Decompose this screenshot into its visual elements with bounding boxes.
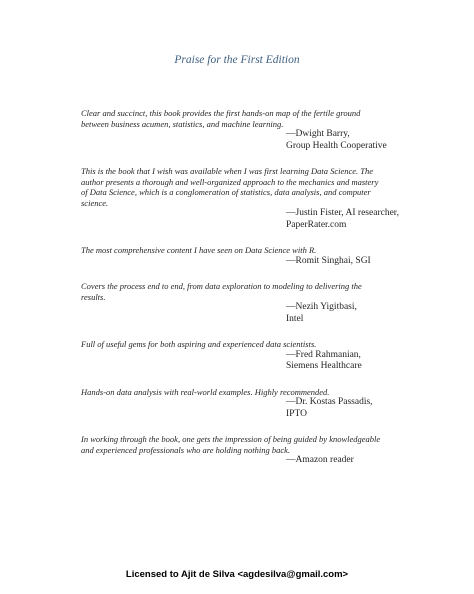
page-title: Praise for the First Edition bbox=[174, 54, 300, 66]
praise-quote: In working through the book, one gets the impression of being guided by knowledgeable and experienced professionals who are holding nothing back. bbox=[81, 434, 381, 455]
praise-attribution: —Nezih Yigitbasi, Intel bbox=[286, 302, 357, 324]
praise-quote: This is the book that I wish was available when I was first learning Data Science. The author presents a thorough and well-organized approach to the mechanics and mastery of Data Science, which is a conglomeration of statistics, data analysis, and computer science. bbox=[81, 166, 379, 208]
praise-quote: Full of useful gems for both aspiring and experienced data scientists. bbox=[81, 339, 317, 349]
praise-item bbox=[81, 281, 401, 325]
praise-item bbox=[81, 434, 401, 467]
license-footer: Licensed to Ajit de Silva <agdesilva@gmail.com> bbox=[125, 569, 349, 580]
praise-item bbox=[81, 339, 401, 373]
praise-attribution: —Romit Singhai, SGI bbox=[286, 255, 371, 266]
praise-attribution: —Dr. Kostas Passadis, IPTO bbox=[286, 397, 373, 419]
praise-attribution: —Amazon reader bbox=[286, 455, 354, 465]
praise-item bbox=[81, 245, 401, 267]
praise-quote: The most comprehensive content I have seen on Data Science with R. bbox=[81, 245, 317, 255]
praise-attribution: —Dwight Barry, Group Health Cooperative bbox=[286, 129, 387, 151]
praise-attribution: —Justin Fister, AI researcher, PaperRater.com bbox=[286, 208, 399, 230]
praise-quote: Clear and succinct, this book provides the first hands-on map of the fertile ground between business acumen, statistics, and machine learning. bbox=[81, 108, 361, 129]
praise-item bbox=[81, 166, 401, 231]
praise-quote: Covers the process end to end, from data exploration to modeling to delivering the results. bbox=[81, 281, 362, 302]
praise-list bbox=[81, 108, 401, 481]
praise-attribution: —Fred Rahmanian, Siemens Healthcare bbox=[286, 349, 362, 371]
praise-item bbox=[81, 108, 401, 152]
praise-item bbox=[81, 387, 401, 421]
praise-quote: Hands-on data analysis with real-world examples. Highly recommended. bbox=[81, 386, 330, 397]
